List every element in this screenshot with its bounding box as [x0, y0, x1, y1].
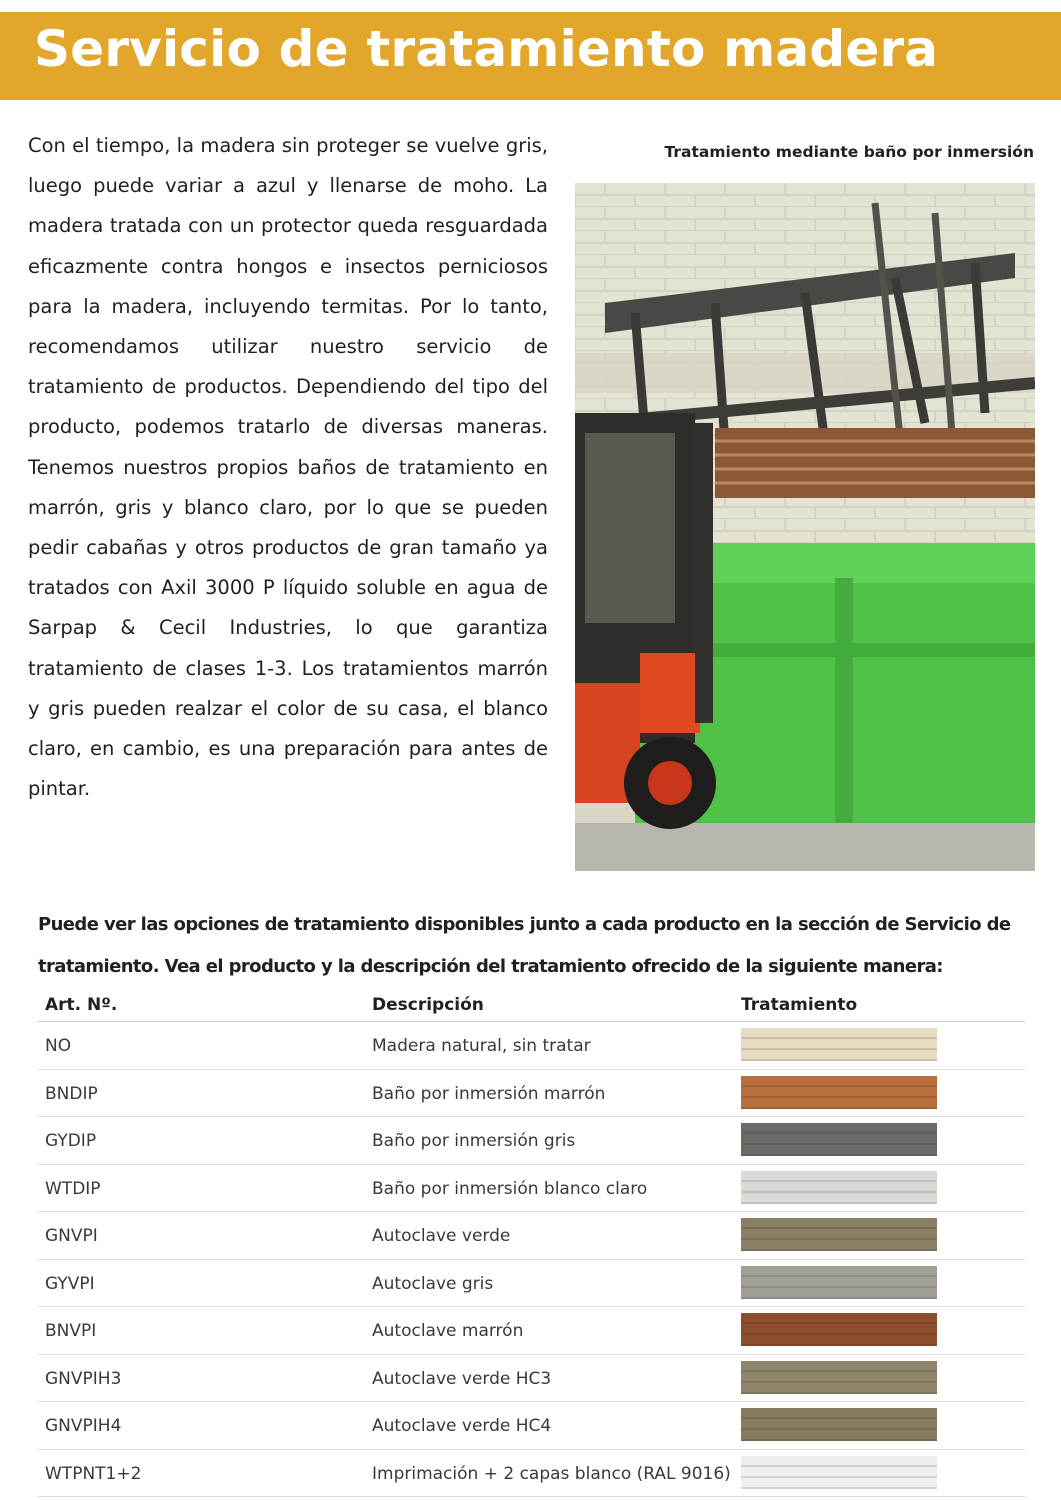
description-cell: Baño por inmersión gris [372, 1131, 576, 1151]
table-row [38, 1022, 1025, 1070]
header-art-number: Art. Nº. [45, 995, 118, 1015]
treatment-table [38, 990, 1025, 1497]
art-number-cell: WTDIP [45, 1178, 101, 1199]
treatment-swatch [741, 1456, 937, 1489]
art-number-cell: GYDIP [45, 1131, 97, 1151]
treatment-swatch [741, 1076, 937, 1109]
table-header [38, 990, 1025, 1022]
treatment-swatch [741, 1266, 937, 1299]
description-cell: Autoclave verde [372, 1226, 511, 1246]
table-row [38, 1117, 1025, 1165]
treatment-options-note: Puede ver las opciones de tratamiento disponibles junto a cada producto en la sección de Servicio de tratamiento. Vea el producto y la descripción del tratamiento ofrecido de la siguiente manera: [38, 914, 1011, 977]
table-row [38, 1450, 1025, 1498]
art-number-cell: GNVPI [45, 1226, 98, 1246]
photo-caption: Tratamiento mediante baño por inmersión [664, 143, 1034, 161]
table-row [38, 1355, 1025, 1403]
art-number-cell: GNVPIH4 [45, 1416, 122, 1436]
treatment-swatch [741, 1313, 937, 1346]
treatment-swatch [741, 1123, 937, 1156]
page-title: Servicio de tratamiento madera [34, 20, 939, 78]
art-number-cell: NO [45, 1036, 72, 1056]
header-description: Descripción [372, 995, 484, 1015]
dip-treatment-illustration [575, 183, 1035, 871]
treatment-swatch [741, 1408, 937, 1441]
table-row [38, 1070, 1025, 1118]
art-number-cell: BNDIP [45, 1083, 98, 1104]
art-number-cell: WTPNT1+2 [45, 1463, 142, 1484]
description-cell: Autoclave verde HC4 [372, 1416, 552, 1436]
table-row [38, 1165, 1025, 1213]
table-row [38, 1307, 1025, 1355]
description-cell: Baño por inmersión marrón [372, 1083, 606, 1104]
description-cell: Autoclave marrón [372, 1321, 524, 1341]
table-body [38, 1022, 1025, 1497]
description-cell: Imprimación + 2 capas blanco (RAL 9016) [372, 1463, 731, 1484]
table-row [38, 1212, 1025, 1260]
intro-paragraph: Con el tiempo, la madera sin proteger se vuelve gris, luego puede variar a azul y llenarse de moho. La madera tratada con un protector queda resguardada eficazmente contra hongos e insectos perniciosos para la madera, incluyendo termitas. Por lo tanto, recomendamos utilizar nuestro servicio de tratamiento de productos. Dependiendo del tipo del producto, podemos tratarlo de diversas maneras. Tenemos nuestros propios baños de tratamiento en marrón, gris y blanco claro, por lo que se pueden pedir cabañas y otros productos de gran tamaño ya tratados con Axil 3000 P líquido soluble en agua de Sarpap & Cecil Industries, lo que garantiza tratamiento de clases 1-3. Los tratamientos marrón y gris pueden realzar el color de su casa, el blanco claro, en cambio, es una preparación para antes de pintar. [28, 134, 548, 801]
table-row [38, 1260, 1025, 1308]
description-cell: Autoclave verde HC3 [372, 1368, 552, 1389]
table-row [38, 1402, 1025, 1450]
art-number-cell: GNVPIH3 [45, 1368, 122, 1389]
treatment-swatch [741, 1171, 937, 1204]
description-cell: Baño por inmersión blanco claro [372, 1178, 648, 1199]
art-number-cell: BNVPI [45, 1321, 97, 1341]
treatment-swatch [741, 1361, 937, 1394]
treatment-swatch [741, 1028, 937, 1061]
title-bar [0, 12, 1061, 100]
description-cell: Autoclave gris [372, 1273, 494, 1294]
dip-treatment-photo [575, 183, 1035, 871]
header-treatment: Tratamiento [741, 995, 858, 1015]
description-cell: Madera natural, sin tratar [372, 1036, 591, 1056]
art-number-cell: GYVPI [45, 1273, 95, 1294]
treatment-swatch [741, 1218, 937, 1251]
